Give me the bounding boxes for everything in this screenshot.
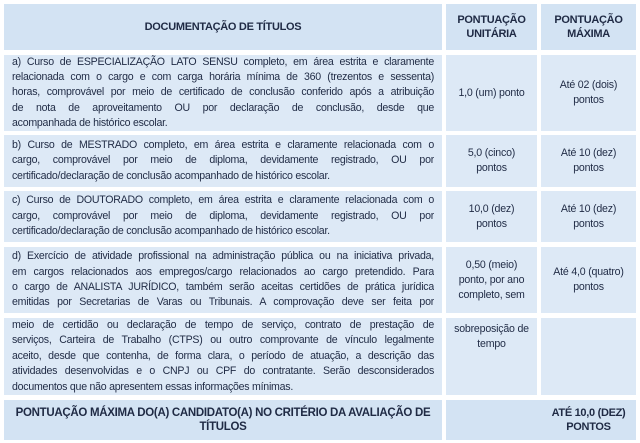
score-text: 0,50 (meio) (465, 258, 518, 271)
score-text: pontos (573, 217, 604, 230)
row-description (4, 55, 442, 131)
description-line: serviços, Carteira de Trabalho (CTPS) ou outro comprovante de vínculo legalmente (12, 334, 434, 347)
score-text: pontos (573, 94, 604, 106)
header-documentation (4, 4, 442, 50)
row-max-score (541, 135, 636, 187)
score-text: pontos (573, 281, 604, 293)
row-max-score (541, 191, 636, 242)
row-max-score (541, 247, 636, 313)
score-text: Até 02 (dois) (559, 79, 618, 91)
row-unit-score (446, 318, 537, 395)
footer-value (446, 400, 636, 440)
description-line: cargo, comprovável por meio de diploma, devidamente registrado, OU por (12, 154, 434, 167)
header-unit-score (446, 4, 537, 50)
row-unit-score (446, 247, 537, 313)
header-max-score (541, 4, 636, 50)
description-line: cargo, comprovável por meio de diploma, devidamente registrado, OU por (12, 209, 434, 222)
score-text: ponto, por ano (458, 273, 525, 286)
score-text: Até 4,0 (quatro) (553, 266, 624, 278)
description-line: aceito, desde que contenha, de forma clara, o período de atuação, a descrição das (12, 349, 434, 362)
row-max-score (541, 318, 636, 395)
footer-text: PONTUAÇÃO MÁXIMA DO(A) CANDIDATO(A) NO CRITÉRIO DA AVALIAÇÃO DE TÍTULOS (15, 407, 431, 433)
header-text: DOCUMENTAÇÃO DE TÍTULOS (144, 21, 302, 33)
score-text: 10,0 (dez) (468, 202, 515, 215)
header-text: MÁXIMA (567, 28, 610, 40)
description-line: documentos que não apresentem essas informações mínimas. (12, 380, 294, 393)
score-text: Até 10 (dez) (560, 202, 617, 215)
row-description (4, 247, 442, 313)
score-text: tempo (477, 338, 506, 350)
row-unit-score (446, 135, 537, 187)
score-text: pontos (476, 217, 507, 230)
description-line: d) Exercício de atividade profissional na administração pública ou na iniciativa privada, (12, 250, 434, 263)
header-text: PONTUAÇÃO (554, 14, 623, 26)
row-max-score (541, 55, 636, 131)
description-line: acompanhada de histórico escolar. (12, 116, 168, 129)
description-line: c) Curso de DOUTORADO completo, em área estrita e claramente relacionada com o (12, 194, 434, 207)
row-description (4, 135, 442, 187)
score-text: pontos (573, 162, 604, 174)
row-unit-score (446, 55, 537, 131)
row-description (4, 318, 442, 395)
description-line: certificado/declaração de conclusão acompanhado de histórico escolar. (12, 225, 330, 238)
footer-text: ATÉ 10,0 (DEZ) (551, 407, 626, 419)
description-line: horas, comprovável por meio de certificado de conclusão conferido após a atribuição (12, 86, 434, 99)
description-line: b) Curso de MESTRADO completo, em área estrita e claramente relacionada com o (12, 138, 434, 151)
score-text: pontos (476, 162, 507, 174)
description-line: emitidas por Secretarias de Varas ou Tribunais. A comprovação deve ser feita por (12, 296, 434, 309)
footer-label (4, 400, 442, 440)
description-line: a) Curso de ESPECIALIZAÇÃO LATO SENSU completo, em área estrita e claramente (12, 56, 434, 68)
score-text: Até 10 (dez) (560, 147, 617, 159)
row-description (4, 191, 442, 242)
description-line: atividades desenvolvidas e o CNPJ ou CPF do contratante. Serão desconsiderados (12, 365, 434, 378)
description-line: meio de certidão ou declaração de tempo de serviço, contrato de prestação de (12, 318, 434, 331)
description-line: de nota de aproveitamento OU por declaração de conclusão, desde que (12, 101, 434, 114)
description-line: o cargo de ANALISTA JURÍDICO, também serão aceitas certidões de prática jurídica (12, 281, 434, 293)
description-line: em cargos relacionados aos empregos/cargo relacionados ao cargo pretendido. Para (12, 265, 434, 278)
description-line: certificado/declaração de conclusão acompanhado de histórico escolar. (12, 169, 330, 182)
score-text: 5,0 (cinco) (467, 147, 516, 159)
header-text: UNITÁRIA (466, 28, 517, 40)
score-text: sobreposição de (454, 323, 529, 335)
header-text: PONTUAÇÃO (457, 14, 526, 26)
score-text: completo, sem (458, 288, 525, 301)
row-unit-score (446, 191, 537, 242)
description-line: relacionada com o cargo e com carga horária mínima de 360 (trezentos e sessenta) (12, 71, 434, 84)
footer-text: PONTOS (566, 421, 611, 433)
score-text: 1,0 (um) ponto (458, 86, 525, 99)
